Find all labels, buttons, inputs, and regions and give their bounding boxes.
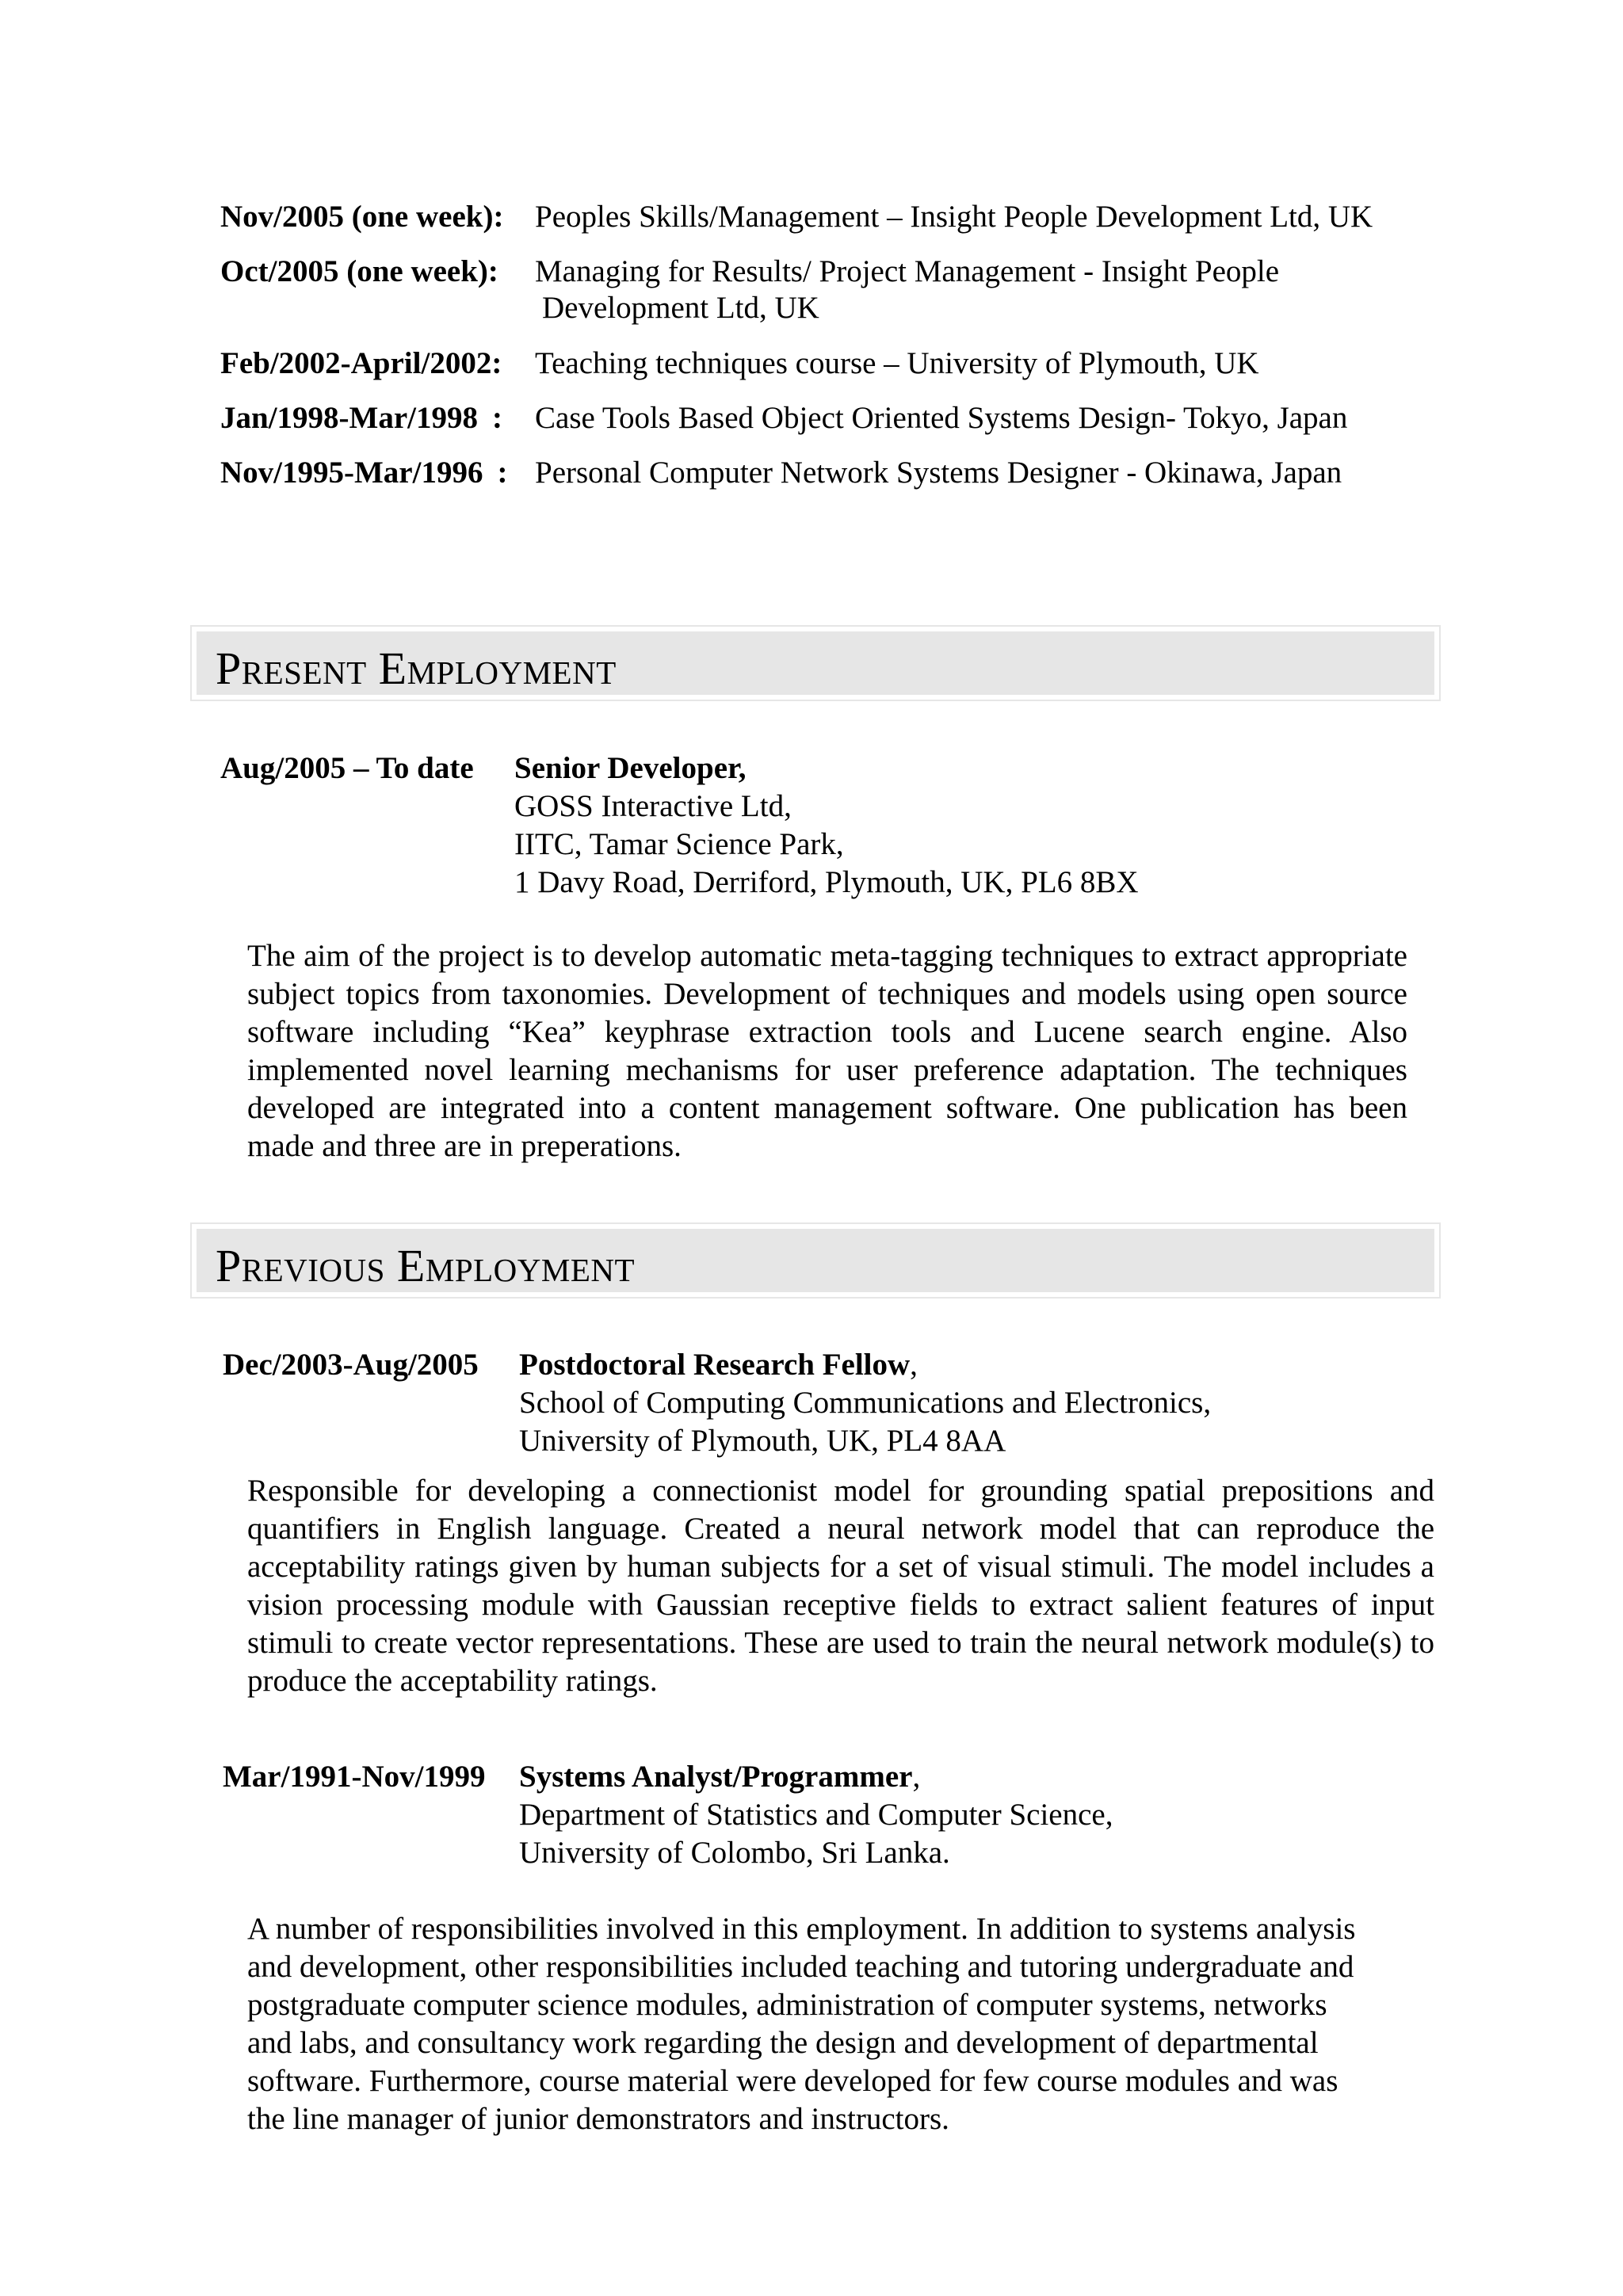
training-date: Jan/1998-Mar/1998 xyxy=(220,401,478,435)
employer-line: 1 Davy Road, Derriford, Plymouth, UK, PL6 8BX xyxy=(514,865,1139,899)
job-title: Postdoctoral Research Fellow xyxy=(519,1348,911,1382)
job-title-suffix: , xyxy=(912,1760,921,1794)
section-title: Present Employment xyxy=(216,643,617,694)
training-description: Case Tools Based Object Oriented Systems Design- Tokyo, Japan xyxy=(535,401,1348,435)
training-description: Managing for Results/ Project Management - Insight People xyxy=(535,254,1280,288)
training-item xyxy=(220,399,1348,437)
job-title: Systems Analyst/Programmer xyxy=(519,1760,913,1794)
employer-line: School of Computing Communications and Electronics, xyxy=(519,1386,1212,1420)
training-item xyxy=(220,198,1373,236)
section-header-present-employment xyxy=(190,625,1441,701)
job-description: Responsible for developing a connectionist model for grounding spatial prepositions and quantifiers in English language. Created a neural network model that can reproduce the acceptability ratings given by human subjects for a set of visual stimuli. The model includes a vision processing module with Gaussian receptive fields to extract salient features of input stimuli to create vector representations. These are used to train the neural network module(s) to produce the acceptability ratings. xyxy=(247,1474,1434,1698)
training-separator: : xyxy=(491,346,502,380)
training-item xyxy=(220,454,1342,492)
job-title-suffix: , xyxy=(910,1348,918,1382)
employment-date: Aug/2005 – To date xyxy=(220,751,474,785)
employment-date: Dec/2003-Aug/2005 xyxy=(223,1348,479,1382)
employment-details xyxy=(514,749,1139,902)
employer-line: University of Colombo, Sri Lanka. xyxy=(519,1836,950,1870)
training-description: Personal Computer Network Systems Designer - Okinawa, Japan xyxy=(535,456,1342,490)
training-separator: : xyxy=(497,456,508,490)
training-separator: : xyxy=(487,254,498,288)
employment-date: Mar/1991-Nov/1999 xyxy=(223,1760,486,1794)
training-separator: : xyxy=(491,401,502,435)
training-description-continued: Development Ltd, UK xyxy=(542,291,819,325)
training-date: Feb/2002-April/2002 xyxy=(220,346,492,380)
job-description: The aim of the project is to develop automatic meta-tagging techniques to extract appropriate subject topics from taxonomies. Development of techniques and models using open source software including “Kea” keyphrase extraction tools and Lucene search engine. Also implemented novel learning mechanisms for user preference adaptation. The techniques developed are integrated into a content management software. One publication has been made and three are in preperations. xyxy=(247,939,1407,1163)
employer-line: Department of Statistics and Computer Science, xyxy=(519,1798,1113,1832)
employment-details xyxy=(519,1346,1211,1460)
employer-line: GOSS Interactive Ltd, xyxy=(514,789,792,823)
training-separator: : xyxy=(493,200,504,234)
job-description: A number of responsibilities involved in this employment. In addition to systems analysis and development, other responsibilities included teaching and tutoring undergraduate and postgraduate computer science modules, administration of computer systems, networks and labs, and consultancy work regarding the design and development of departmental software. Furthermore, course material were developed for few course modules and was the line manager of junior demonstrators and instructors. xyxy=(247,1912,1356,2136)
training-date: Nov/1995-Mar/1996 xyxy=(220,456,483,490)
training-item xyxy=(220,345,1259,383)
employer-line: University of Plymouth, UK, PL4 8AA xyxy=(519,1424,1006,1458)
training-date: Oct/2005 (one week) xyxy=(220,254,488,288)
training-description: Peoples Skills/Management – Insight People Development Ltd, UK xyxy=(535,200,1373,234)
training-description: Teaching techniques course – University of Plymouth, UK xyxy=(535,346,1259,380)
employer-line: IITC, Tamar Science Park, xyxy=(514,827,844,861)
training-date: Nov/2005 (one week) xyxy=(220,200,494,234)
training-item xyxy=(220,253,1280,325)
section-header-previous-employment xyxy=(190,1222,1441,1299)
job-title: Senior Developer, xyxy=(514,751,747,785)
section-title: Previous Employment xyxy=(216,1240,636,1291)
employment-details xyxy=(519,1758,1113,1872)
